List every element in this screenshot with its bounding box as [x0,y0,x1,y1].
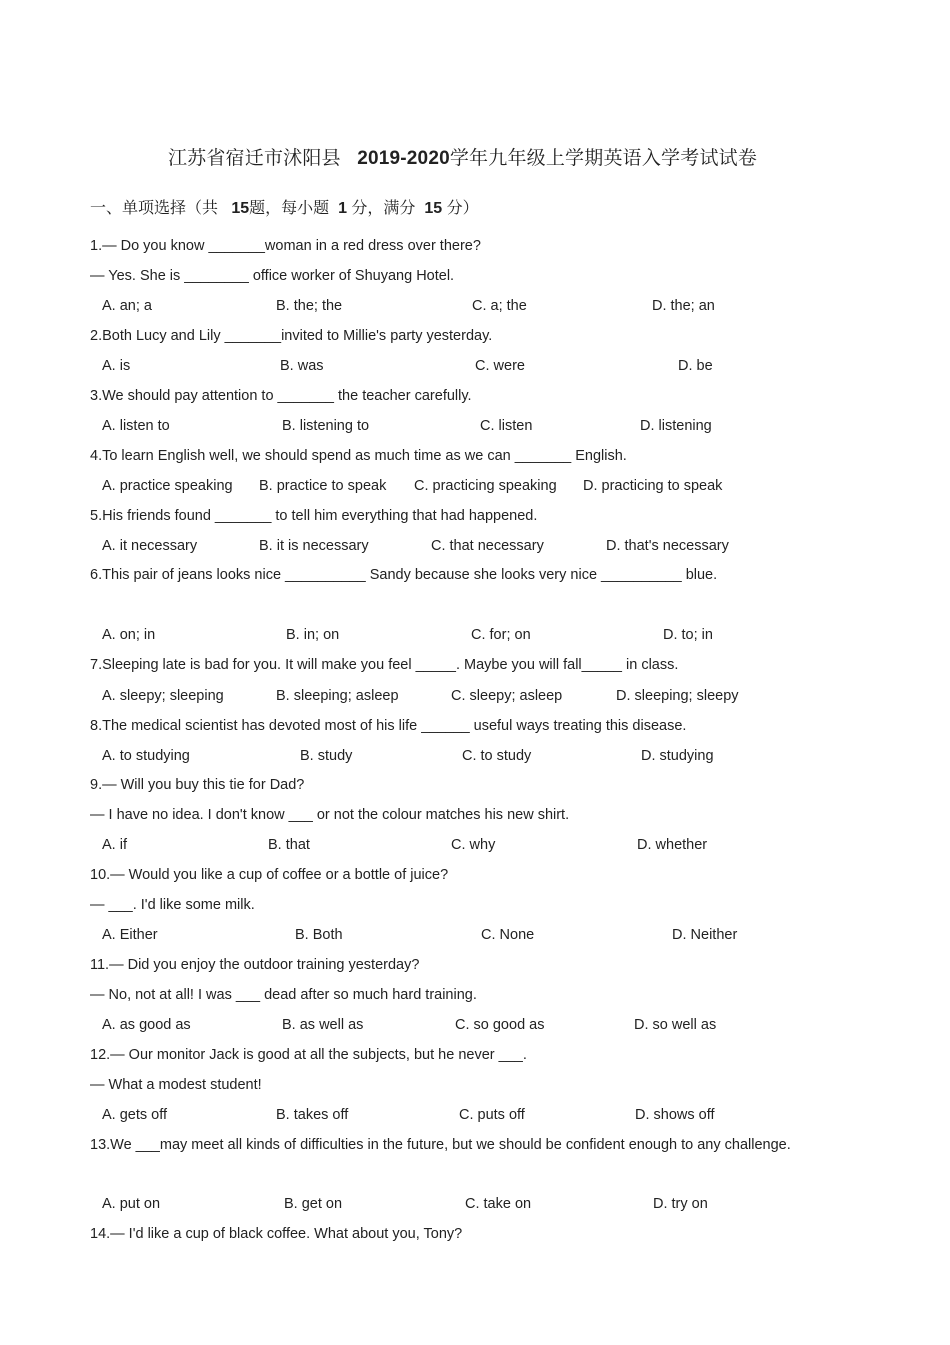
option-b[interactable]: B. practice to speak [259,478,387,494]
option-b[interactable]: B. was [280,358,324,374]
section-total: 15 [424,200,443,217]
section-points-each: 1 [338,200,347,217]
option-a[interactable]: A. if [102,837,127,853]
option-c[interactable]: C. practicing speaking [414,478,557,494]
question-stem: 8.The medical scientist has devoted most of his life ______ useful ways treating this disease. [90,718,687,734]
question-stem: 4.To learn English well, we should spend as much time as we can _______ English. [90,448,627,464]
option-a[interactable]: A. an; a [102,298,152,314]
option-d[interactable]: D. that's necessary [606,538,729,554]
title-exam: 学年九年级上学期英语入学考试试卷 [449,148,758,169]
option-c[interactable]: C. None [481,927,535,943]
section-heading [90,195,479,218]
option-c[interactable]: C. puts off [459,1107,525,1123]
option-c[interactable]: C. a; the [472,298,527,314]
option-d[interactable]: D. listening [640,418,712,434]
option-b[interactable]: B. as well as [282,1017,364,1033]
option-row [0,1196,950,1216]
option-c[interactable]: C. sleepy; asleep [451,688,563,704]
option-row [0,538,950,558]
option-row [0,1107,950,1127]
option-c[interactable]: C. take on [465,1196,532,1212]
title-region: 江苏省宿迁市沭阳县 [167,148,341,169]
page-title [0,143,925,170]
option-a[interactable]: A. practice speaking [102,478,233,494]
option-row [0,627,950,647]
option-b[interactable]: B. study [300,748,353,764]
option-row [0,358,950,378]
title-years: 2019-2020 [357,148,450,169]
option-c[interactable]: C. why [451,837,496,853]
option-c[interactable]: C. so good as [455,1017,545,1033]
option-a[interactable]: A. Either [102,927,158,943]
question-stem: 7.Sleeping late is bad for you. It will make you feel _____. Maybe you will fall_____ in class. [90,657,679,673]
question-stem: — I have no idea. I don't know ___ or not the colour matches his new shirt. [90,807,570,823]
option-row [0,927,950,947]
option-c[interactable]: C. for; on [471,627,531,643]
option-b[interactable]: B. sleeping; asleep [276,688,399,704]
question-stem: 2.Both Lucy and Lily _______invited to Millie's party yesterday. [90,328,493,344]
option-row [0,748,950,768]
option-a[interactable]: A. on; in [102,627,156,643]
option-b[interactable]: B. the; the [276,298,343,314]
option-b[interactable]: B. get on [284,1196,343,1212]
question-stem: 6.This pair of jeans looks nice __________ Sandy because she looks very nice __________ blue. [90,567,718,583]
question-stem: 5.His friends found _______ to tell him everything that had happened. [90,508,538,524]
option-c[interactable]: C. to study [462,748,532,764]
option-d[interactable]: D. Neither [672,927,738,943]
option-d[interactable]: D. to; in [663,627,713,643]
section-text-4: 分） [446,200,479,217]
option-row [0,1017,950,1037]
option-b[interactable]: B. takes off [276,1107,349,1123]
option-d[interactable]: D. try on [653,1196,708,1212]
option-a[interactable]: A. listen to [102,418,170,434]
section-text-2: 题，每小题 [249,200,330,217]
option-a[interactable]: A. as good as [102,1017,191,1033]
question-stem: 13.We ___may meet all kinds of difficulties in the future, but we should be confident enough to any challenge. [90,1137,791,1153]
option-b[interactable]: B. that [268,837,310,853]
option-d[interactable]: D. studying [641,748,714,764]
question-stem: 12.— Our monitor Jack is good at all the subjects, but he never ___. [90,1047,527,1063]
option-d[interactable]: D. sleeping; sleepy [616,688,739,704]
option-c[interactable]: C. listen [480,418,533,434]
option-a[interactable]: A. to studying [102,748,190,764]
question-stem: 3.We should pay attention to _______ the teacher carefully. [90,388,472,404]
option-row [0,478,950,498]
option-d[interactable]: D. the; an [652,298,715,314]
question-stem: — ___. I'd like some milk. [90,897,255,913]
question-stem: — What a modest student! [90,1077,262,1093]
option-b[interactable]: B. Both [295,927,343,943]
option-row [0,688,950,708]
option-d[interactable]: D. so well as [634,1017,717,1033]
section-text-3: 分，满分 [351,200,416,217]
question-stem: — No, not at all! I was ___ dead after so much hard training. [90,987,477,1003]
option-c[interactable]: C. were [475,358,525,374]
option-d[interactable]: D. shows off [635,1107,715,1123]
option-a[interactable]: A. sleepy; sleeping [102,688,224,704]
option-b[interactable]: B. it is necessary [259,538,369,554]
question-stem: 14.— I'd like a cup of black coffee. What about you, Tony? [90,1226,463,1242]
option-d[interactable]: D. be [678,358,713,374]
question-stem: 9.— Will you buy this tie for Dad? [90,777,305,793]
option-a[interactable]: A. it necessary [102,538,198,554]
question-stem: 1.— Do you know _______woman in a red dress over there? [90,238,481,254]
question-stem: — Yes. She is ________ office worker of Shuyang Hotel. [90,268,455,284]
option-a[interactable]: A. gets off [102,1107,168,1123]
option-d[interactable]: D. whether [637,837,708,853]
question-stem: 11.— Did you enjoy the outdoor training yesterday? [90,957,420,973]
option-b[interactable]: B. in; on [286,627,340,643]
option-b[interactable]: B. listening to [282,418,370,434]
question-stem: 10.— Would you like a cup of coffee or a bottle of juice? [90,867,449,883]
section-text-1: 一、单项选择（共 [90,200,219,217]
option-row [0,418,950,438]
option-d[interactable]: D. practicing to speak [583,478,723,494]
option-c[interactable]: C. that necessary [431,538,544,554]
option-row [0,837,950,857]
option-a[interactable]: A. is [102,358,131,374]
option-a[interactable]: A. put on [102,1196,161,1212]
section-count: 15 [231,200,250,217]
option-row [0,298,950,318]
